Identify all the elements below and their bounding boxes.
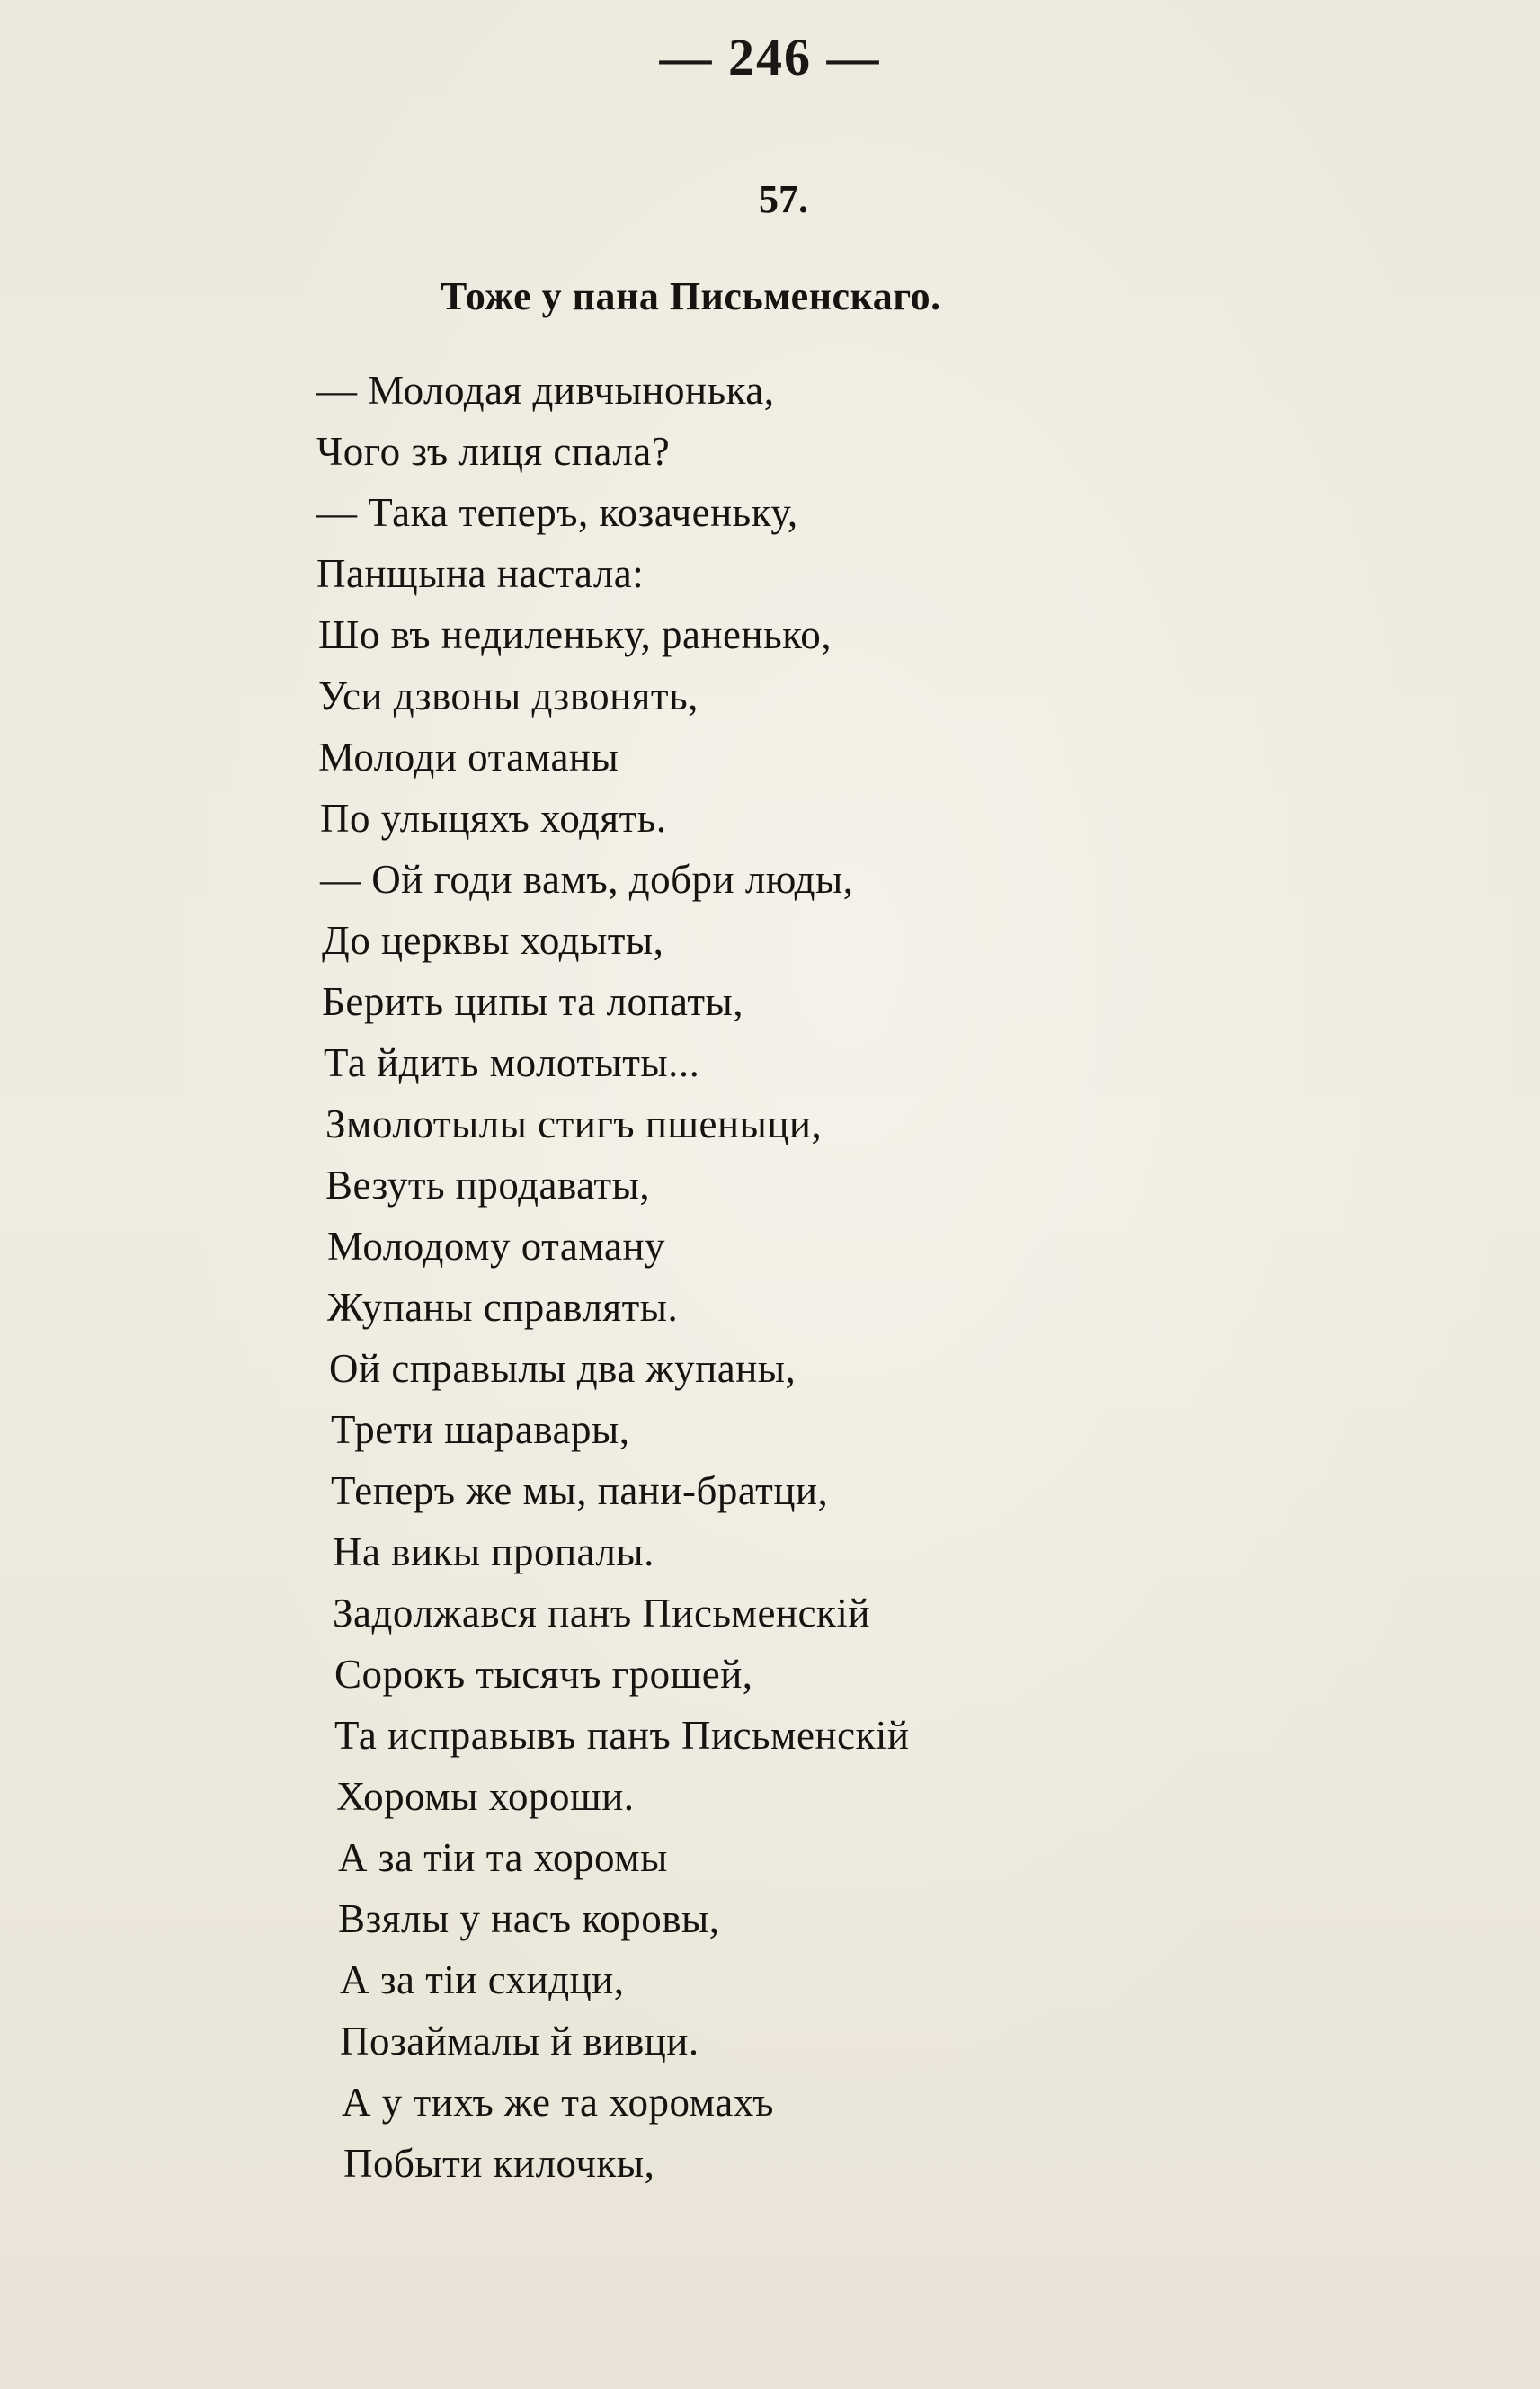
verse-line: А за тіи схидци, [340, 1957, 625, 2002]
verse-line: — Ой годи вамъ, добри люды, [320, 857, 854, 902]
verse-line: Задолжався панъ Письменскій [333, 1591, 870, 1636]
verse-line: На викы пропалы. [333, 1529, 654, 1574]
verse-line: А за тіи та хоромы [338, 1835, 668, 1880]
verse-line: Панщына настала: [316, 551, 645, 596]
verse-line: По улыцяхъ ходять. [320, 796, 667, 841]
verse-line: Трети шаравары, [331, 1407, 630, 1452]
verse-line: Чого зъ лиця спала? [316, 429, 671, 474]
verse-line: Везуть продаваты, [325, 1163, 651, 1208]
verse-line: А у тихъ же та хоромахъ [342, 2080, 774, 2125]
verse-line: — Така теперъ, козаченьку, [316, 490, 798, 535]
page-number: — 246 — [659, 28, 881, 86]
verse-line: Жупаны справляты. [327, 1285, 679, 1330]
verse-line: Взялы у насъ коровы, [338, 1896, 720, 1941]
verse-line: Побыти килочкы, [343, 2141, 655, 2186]
verse-line: Змолотылы стигъ пшеныци, [325, 1101, 823, 1146]
verse-line: Берить ципы та лопаты, [322, 979, 743, 1024]
verse-line: Теперъ же мы, пани-братци, [331, 1468, 829, 1513]
verse-line: Та йдить молотыты... [324, 1040, 700, 1085]
verse-line: Молоди отаманы [318, 735, 619, 780]
verse-line: Сорокъ тысячъ грошей, [334, 1652, 753, 1697]
verse-line: Позаймалы й вивци. [340, 2019, 699, 2064]
verse-line: До церквы ходыты, [322, 918, 664, 963]
poem-number: 57. [759, 177, 808, 221]
poem-title: Тоже у пана Письменскаго. [441, 274, 941, 318]
verse-line: — Молодая дивчынонька, [316, 368, 775, 413]
verse-line: Молодому отаману [327, 1224, 666, 1269]
verse-line: Та исправывъ панъ Письменскій [334, 1713, 910, 1758]
verse-line: Хоромы хороши. [336, 1774, 635, 1819]
verse-line: Ой справылы два жупаны, [329, 1346, 797, 1391]
verse-line: Шо въ недиленьку, раненько, [318, 612, 832, 657]
verse-line: Уси дзвоны дзвонять, [318, 673, 699, 718]
